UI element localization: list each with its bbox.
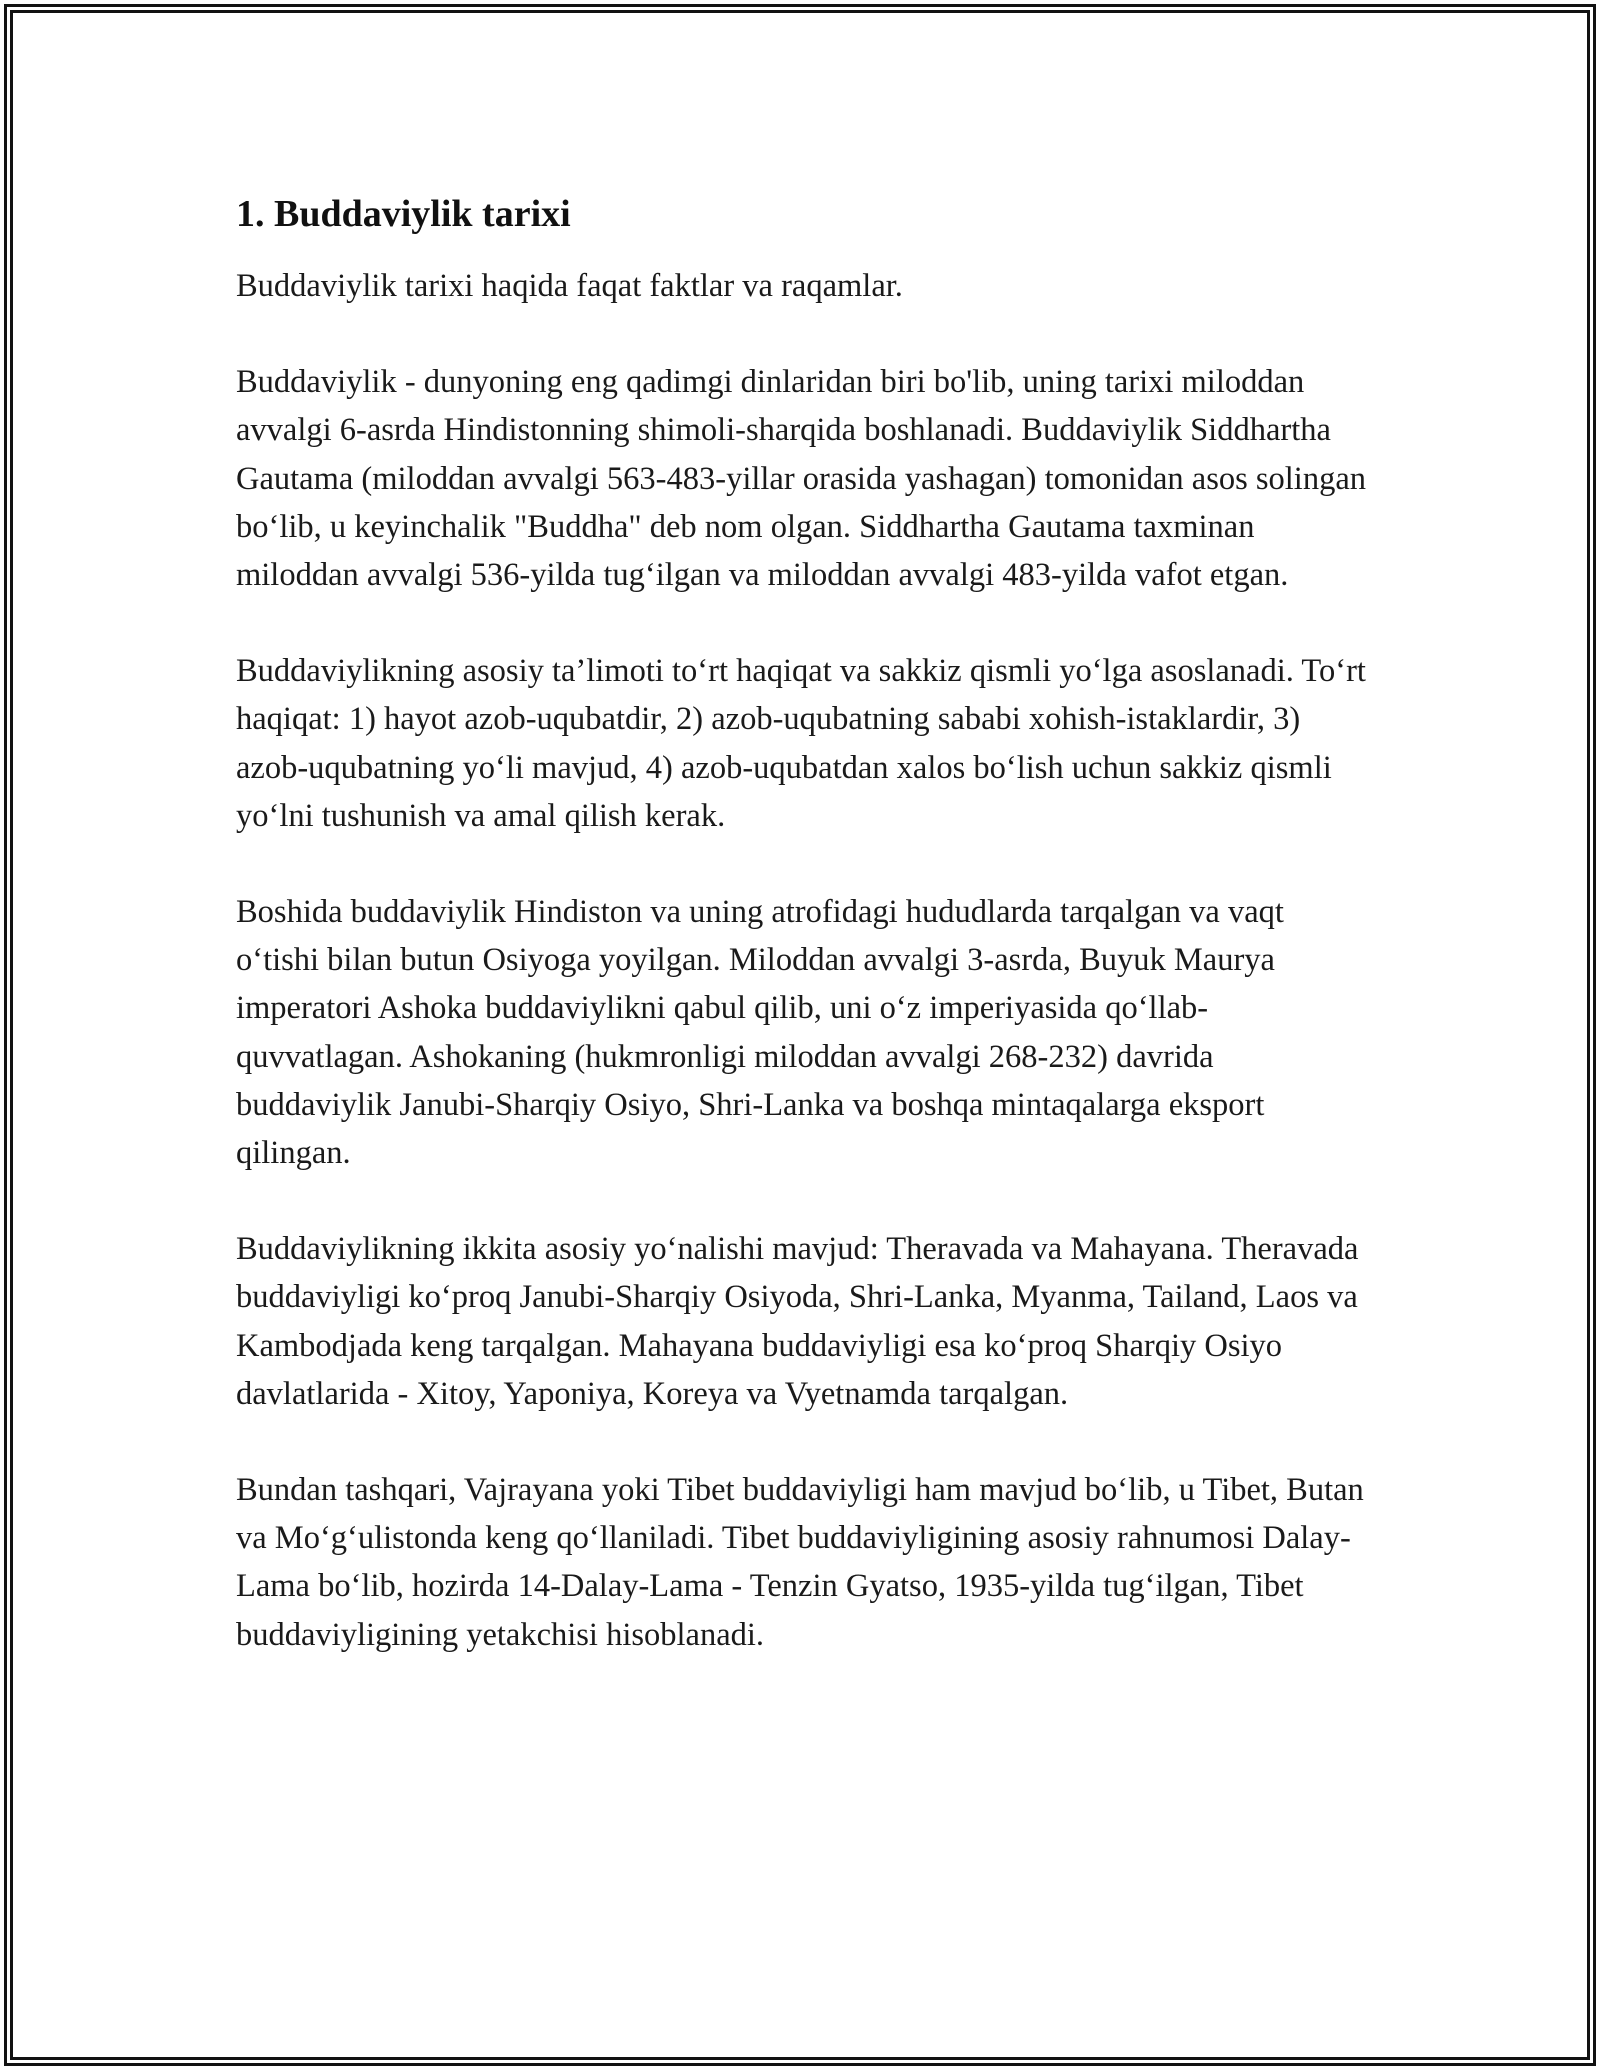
paragraph-spread: Boshida buddaviylik Hindiston va uning atrofidagi hududlarda tarqalgan va vaqt o‘tishi bilan butun Osiyoga yoyilgan. Miloddan avvalgi 3-asrda, Buyuk Maurya imperatori Ashoka buddaviylikni qabul qilib, uni o‘z imperiyasida qo‘llab-quvvatlagan. Ashokaning (hukmronligi miloddan avvalgi 268-232) davrida buddaviylik Janubi-Sharqiy Osiyo, Shri-Lanka va boshqa mintaqalarga eksport qilingan.	[236, 894, 1284, 1172]
document-body	[236, 186, 1366, 1707]
paragraph-origins: Buddaviylik - dunyoning eng qadimgi dinlaridan biri bo'lib, uning tarixi miloddan avvalgi 6-asrda Hindistonning shimoli-sharqida boshlanadi. Buddaviylik Siddhartha Gautama (miloddan avvalgi 563-483-yillar orasida yashagan) tomonidan asos solingan bo‘lib, u keyinchalik "Buddha" deb nom olgan. Siddhartha Gautama taxminan miloddan avvalgi 536-yilda tug‘ilgan va miloddan avvalgi 483-yilda vafot etgan.	[236, 364, 1366, 594]
paragraph-schools: Buddaviylikning ikkita asosiy yo‘nalishi mavjud: Theravada va Mahayana. Theravada buddaviyligi ko‘proq Janubi-Sharqiy Osiyoda, Shri-Lanka, Myanma, Tailand, Laos va Kambodjada keng tarqalgan. Mahayana buddaviyligi esa ko‘proq Sharqiy Osiyo davlatlarida - Xitoy, Yaponiya, Koreya va Vyetnamda tarqalgan.	[236, 1231, 1359, 1412]
paragraph-teachings: Buddaviylikning asosiy ta’limoti to‘rt haqiqat va sakkiz qismli yo‘lga asoslanadi. To‘rt haqiqat: 1) hayot azob-uqubatdir, 2) azob-uqubatning sababi xohish-istaklardir, 3) azob-uqubatning yo‘li mavjud, 4) azob-uqubatdan xalos bo‘lish uchun sakkiz qismli yo‘lni tushunish va amal qilish kerak.	[236, 653, 1366, 834]
section-heading: 1. Buddaviylik tarixi	[236, 193, 571, 235]
paragraph-vajrayana: Bundan tashqari, Vajrayana yoki Tibet buddaviyligi ham mavjud bo‘lib, u Tibet, Butan va Mo‘g‘ulistonda keng qo‘llaniladi. Tibet buddaviyligining asosiy rahnumosi Dalay-Lama bo‘lib, hozirda 14-Dalay-Lama - Tenzin Gyatso, 1935-yilda tug‘ilgan, Tibet buddaviyligining yetakchisi hisoblanadi.	[236, 1472, 1364, 1653]
paragraph-intro: Buddaviylik tarixi haqida faqat faktlar va raqamlar.	[236, 268, 903, 304]
